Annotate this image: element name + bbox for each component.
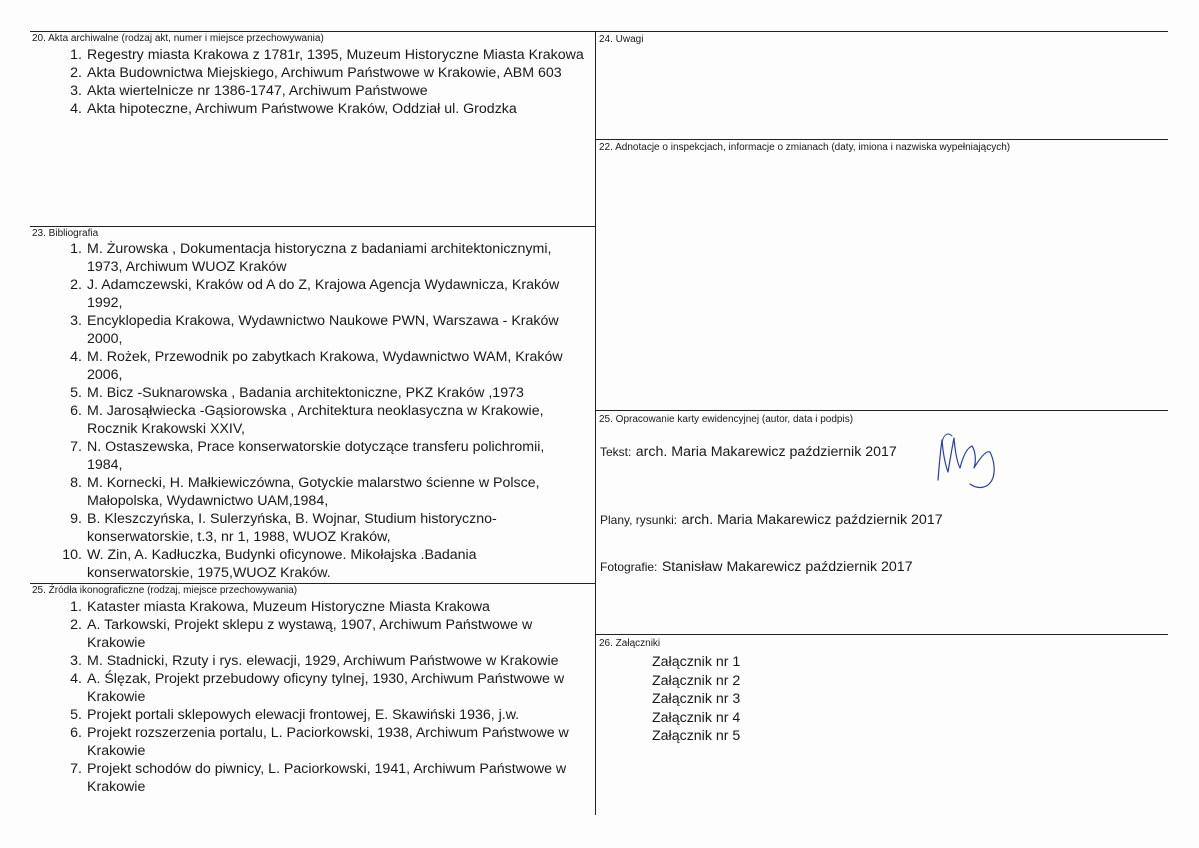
attachments-title: 26. Załączniki — [599, 638, 661, 649]
bibliography-title: 23. Bibliografia — [32, 228, 99, 239]
record-bottom-rule — [596, 634, 1168, 635]
list-item: 4. M. Rożek, Przewodnik po zabytkach Krakowa, Wydawnictwo WAM, Kraków 2006, — [70, 349, 563, 383]
attachment-item: Załącznik nr 1 — [652, 654, 741, 670]
list-item: 10. W. Zin, A. Kadłuczka, Budynki oficynowe. Mikołajska .Badania konserwatorskie, 1975,WUOZ Kraków. — [62, 547, 477, 581]
remarks-bottom-rule — [596, 139, 1168, 140]
list-item: 7. N. Ostaszewska, Prace konserwatorskie dotyczące transferu polichromii, 1984, — [70, 439, 545, 473]
archives-bottom-rule — [30, 226, 595, 227]
list-item: 6. M. Jarosąłwiecka -Gąsiorowska , Architektura neoklasyczna w Krakowie, Rocznik Krakowski XXIV, — [70, 403, 544, 437]
iconographic-list — [60, 598, 585, 796]
attachment-item: Załącznik nr 2 — [652, 672, 741, 689]
attachment-item: Załącznik nr 5 — [652, 728, 741, 744]
archives-title: 20. Akta archiwalne (rodzaj akt, numer i miejsce przechowywania) — [32, 33, 324, 44]
list-item: 9. B. Kleszczyńska, I. Sulerzyńska, B. Wojnar, Studium historyczno-konserwatorskie, t.3, nr 1, 1988, WUOZ Kraków, — [70, 511, 497, 545]
record-text-field: Tekst: arch. Maria Makarewicz październik 2017 — [600, 444, 897, 460]
list-item: 3. Encyklopedia Krakowa, Wydawnictwo Naukowe PWN, Warszawa - Kraków 2000, — [70, 313, 559, 347]
record-photos-field: Fotografie: Stanisław Makarewicz październik 2017 — [600, 559, 913, 575]
top-border — [30, 31, 1168, 32]
annotations-bottom-rule — [596, 410, 1168, 411]
list-item: 1. Regestry miasta Krakowa z 1781r, 1395, Muzeum Historyczne Miasta Krakowa — [70, 47, 584, 63]
list-item: 4. Akta hipoteczne, Archiwum Państwowe Kraków, Oddział ul. Grodzka — [70, 101, 517, 117]
center-divider — [595, 31, 596, 815]
list-item: 2. A. Tarkowski, Projekt sklepu z wystawą, 1907, Archiwum Państwowe w Krakowie — [70, 617, 533, 651]
record-title: 25. Opracowanie karty ewidencyjnej (autor, data i podpis) — [599, 414, 854, 425]
list-item: 4. A. Ślęzak, Projekt przebudowy oficyny tylnej, 1930, Archiwum Państwowe w Krakowie — [70, 671, 565, 705]
list-item: 2. Akta Budownictwa Miejskiego, Archiwum Państwowe w Krakowie, ABM 603 — [70, 65, 562, 81]
archives-list — [60, 46, 585, 118]
attachment-item: Załącznik nr 3 — [652, 691, 741, 707]
remarks-title: 24. Uwagi — [599, 34, 644, 45]
list-item: 7. Projekt schodów do piwnicy, L. Paciorkowski, 1941, Archiwum Państwowe w Krakowie — [70, 761, 567, 795]
iconographic-title: 25. Źródła ikonograficzne (rodzaj, miejsce przechowywania) — [32, 585, 298, 596]
list-item: 3. Akta wiertelnicze nr 1386-1747, Archiwum Państwowe — [70, 83, 428, 99]
attachments-list — [652, 653, 740, 746]
list-item: 1. M. Żurowska , Dokumentacja historyczna z badaniami architektonicznymi, 1973, Archiwum WUOZ Kraków — [70, 241, 552, 275]
attachment-item: Załącznik nr 4 — [652, 709, 741, 726]
list-item: 8. M. Kornecki, H. Małkiewiczówna, Gotyckie malarstwo ścienne w Polsce, Małopolska, Wydawnictwo UAM,1984, — [70, 475, 540, 509]
list-item: 1. Kataster miasta Krakowa, Muzeum Historyczne Miasta Krakowa — [70, 599, 490, 615]
list-item: 5. M. Bicz -Suknarowska , Badania architektoniczne, PKZ Kraków ,1973 — [70, 385, 524, 401]
annotations-title: 22. Adnotacje o inspekcjach, informacje o zmianach (daty, imiona i nazwiska wypełniających) — [599, 142, 1011, 153]
signature-image — [930, 428, 1002, 498]
bibliography-bottom-rule — [30, 583, 595, 584]
list-item: 6. Projekt rozszerzenia portalu, L. Paciorkowski, 1938, Archiwum Państwowe w Krakowie — [70, 725, 569, 759]
list-item: 3. M. Stadnicki, Rzuty i rys. elewacji, 1929, Archiwum Państwowe w Krakowie — [70, 653, 559, 669]
list-item: 5. Projekt portali sklepowych elewacji frontowej, E. Skawiński 1936, j.w. — [70, 707, 520, 723]
bibliography-list — [60, 240, 580, 582]
list-item: 2. J. Adamczewski, Kraków od A do Z, Krajowa Agencja Wydawnicza, Kraków 1992, — [70, 277, 560, 311]
record-plans-field: Plany, rysunki: arch. Maria Makarewicz październik 2017 — [600, 512, 943, 528]
